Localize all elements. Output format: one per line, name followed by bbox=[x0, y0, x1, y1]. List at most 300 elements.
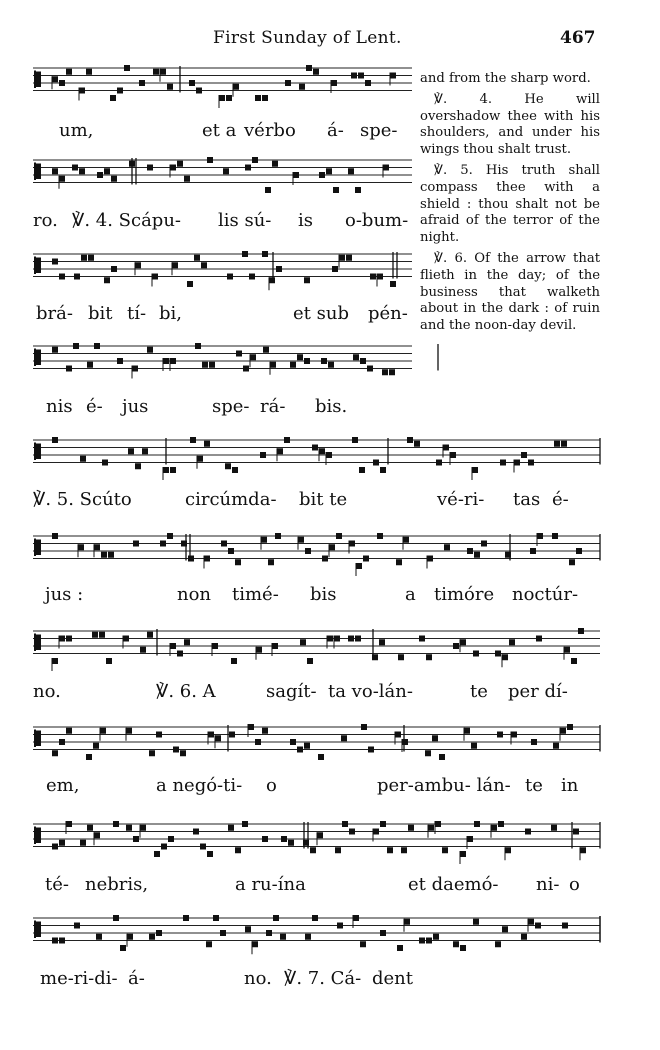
neume-note bbox=[326, 452, 332, 458]
neume-note bbox=[94, 343, 100, 349]
neume-note bbox=[79, 88, 85, 94]
neume-note bbox=[79, 168, 85, 174]
clef-stem bbox=[34, 634, 36, 652]
chant-syllable: bis bbox=[310, 584, 337, 605]
neume-note bbox=[419, 636, 425, 642]
neume-note bbox=[571, 658, 577, 664]
neume-note bbox=[332, 266, 338, 272]
neume-note bbox=[335, 847, 341, 853]
neume-note bbox=[273, 915, 279, 921]
neume-note bbox=[334, 636, 340, 642]
clef-stem bbox=[34, 921, 36, 939]
neume-note bbox=[142, 448, 148, 454]
neume-note bbox=[117, 358, 123, 364]
chant-syllable: rá- bbox=[260, 396, 286, 417]
neume-note bbox=[66, 821, 72, 827]
neume-note bbox=[93, 743, 99, 749]
neume-note bbox=[433, 934, 439, 940]
neume-note bbox=[96, 934, 102, 940]
clef-stem bbox=[34, 827, 36, 845]
neume-note bbox=[223, 168, 229, 174]
neume-note bbox=[94, 832, 100, 838]
neume-note bbox=[313, 69, 319, 75]
neume-note bbox=[372, 654, 378, 660]
chant-syllable: spe- bbox=[360, 120, 398, 141]
chant-syllable: is bbox=[298, 210, 313, 231]
neume-note bbox=[578, 628, 584, 634]
neume-note bbox=[569, 559, 575, 565]
neume-note bbox=[387, 847, 393, 853]
neume-note bbox=[321, 358, 327, 364]
neume-note bbox=[284, 437, 290, 443]
neume-note bbox=[200, 844, 206, 850]
neume-note bbox=[355, 187, 361, 193]
chant-syllable: per-ambu- lán- bbox=[377, 775, 511, 796]
running-header: First Sunday of Lent. bbox=[213, 28, 402, 48]
chant-syllable: bit te bbox=[299, 489, 348, 510]
neume-note bbox=[81, 255, 87, 261]
neume-note bbox=[170, 467, 176, 473]
neume-note bbox=[213, 915, 219, 921]
neume-note bbox=[140, 647, 146, 653]
chant-syllable: jus : bbox=[45, 584, 84, 605]
neume-note bbox=[535, 923, 541, 929]
neume-note bbox=[177, 161, 183, 167]
neume-note bbox=[567, 724, 573, 730]
neume-note bbox=[473, 919, 479, 925]
chant-syllable: bit bbox=[88, 303, 113, 324]
neume-note bbox=[194, 255, 200, 261]
neume-note bbox=[460, 945, 466, 951]
chant-syllable: a negó-ti- bbox=[156, 775, 243, 796]
neume-note bbox=[59, 274, 65, 280]
neume-note bbox=[432, 735, 438, 741]
neume-note bbox=[312, 445, 318, 451]
neume-note bbox=[52, 938, 58, 944]
neume-note bbox=[450, 452, 456, 458]
neume-note bbox=[576, 548, 582, 554]
neume-note bbox=[133, 541, 139, 547]
neume-note bbox=[147, 165, 153, 171]
neume-note bbox=[201, 262, 207, 268]
neume-note bbox=[380, 821, 386, 827]
neume-note bbox=[149, 934, 155, 940]
neume-note bbox=[106, 658, 112, 664]
neume-note bbox=[288, 840, 294, 846]
neume-note bbox=[276, 266, 282, 272]
neume-note bbox=[261, 537, 267, 543]
neume-note bbox=[377, 274, 383, 280]
neume-note bbox=[297, 747, 303, 753]
neume-note bbox=[298, 537, 304, 543]
neume-note bbox=[312, 915, 318, 921]
neume-note bbox=[204, 556, 210, 562]
chant-syllable: te bbox=[470, 681, 488, 702]
neume-note bbox=[139, 80, 145, 86]
neume-note bbox=[117, 88, 123, 94]
neume-note bbox=[299, 84, 305, 90]
neume-note bbox=[220, 930, 226, 936]
neume-note bbox=[228, 825, 234, 831]
neume-note bbox=[368, 747, 374, 753]
neume-note bbox=[226, 95, 232, 101]
chant-syllable: ro. bbox=[33, 210, 58, 231]
neume-note bbox=[52, 533, 58, 539]
neume-note bbox=[495, 651, 501, 657]
neume-note bbox=[221, 541, 227, 547]
neume-note bbox=[464, 728, 470, 734]
neume-note bbox=[123, 636, 129, 642]
neume-note bbox=[225, 463, 231, 469]
neume-note bbox=[398, 654, 404, 660]
neume-note bbox=[228, 548, 234, 554]
neume-note bbox=[100, 728, 106, 734]
chant-syllable: á- bbox=[327, 120, 344, 141]
neume-note bbox=[72, 165, 78, 171]
clef-stem bbox=[34, 349, 36, 367]
neume-note bbox=[444, 544, 450, 550]
chant-syllable: vé-ri- bbox=[437, 489, 485, 510]
neume-note bbox=[262, 728, 268, 734]
neume-note bbox=[397, 945, 403, 951]
neume-note bbox=[52, 76, 58, 82]
neume-note bbox=[161, 844, 167, 850]
neume-note bbox=[170, 643, 176, 649]
neume-note bbox=[352, 437, 358, 443]
neume-note bbox=[193, 829, 199, 835]
neume-note bbox=[188, 556, 194, 562]
neume-note bbox=[580, 847, 586, 853]
neume-note bbox=[326, 168, 332, 174]
neume-note bbox=[363, 556, 369, 562]
neume-note bbox=[154, 851, 160, 857]
neume-note bbox=[207, 157, 213, 163]
neume-note bbox=[333, 187, 339, 193]
neume-note bbox=[249, 274, 255, 280]
clef-stem bbox=[34, 539, 36, 557]
neume-note bbox=[342, 821, 348, 827]
neume-note bbox=[428, 825, 434, 831]
neume-note bbox=[402, 739, 408, 745]
neume-note bbox=[269, 277, 275, 283]
neume-note bbox=[536, 636, 542, 642]
neume-note bbox=[290, 362, 296, 368]
neume-note bbox=[509, 639, 515, 645]
neume-note bbox=[233, 84, 239, 90]
neume-note bbox=[206, 941, 212, 947]
chant-syllable: in bbox=[561, 775, 579, 796]
neume-note bbox=[187, 281, 193, 287]
neume-note bbox=[329, 544, 335, 550]
chant-syllable: per dí- bbox=[508, 681, 568, 702]
neume-note bbox=[401, 847, 407, 853]
chant-syllable: o bbox=[569, 874, 580, 895]
neume-note bbox=[505, 552, 511, 558]
neume-note bbox=[102, 460, 108, 466]
neume-note bbox=[52, 168, 58, 174]
neume-note bbox=[497, 732, 503, 738]
neume-note bbox=[172, 262, 178, 268]
neume-note bbox=[170, 165, 176, 171]
neume-note bbox=[272, 643, 278, 649]
clef-stem bbox=[34, 257, 36, 275]
neume-note bbox=[97, 172, 103, 178]
chant-syllable: ℣. 6. A bbox=[156, 681, 216, 702]
neume-note bbox=[59, 636, 65, 642]
neume-note bbox=[552, 533, 558, 539]
neume-note bbox=[104, 168, 110, 174]
neume-note bbox=[140, 825, 146, 831]
clef-stem bbox=[34, 730, 36, 748]
neume-note bbox=[322, 556, 328, 562]
neume-note bbox=[126, 825, 132, 831]
neume-note bbox=[327, 636, 333, 642]
neume-note bbox=[407, 437, 413, 443]
neume-note bbox=[252, 157, 258, 163]
neume-note bbox=[66, 636, 72, 642]
neume-note bbox=[183, 915, 189, 921]
neume-note bbox=[528, 919, 534, 925]
clef-stem bbox=[34, 71, 36, 89]
neume-note bbox=[382, 369, 388, 375]
neume-note bbox=[245, 926, 251, 932]
neume-note bbox=[435, 821, 441, 827]
neume-note bbox=[135, 262, 141, 268]
neume-note bbox=[202, 362, 208, 368]
neume-note bbox=[212, 643, 218, 649]
neume-note bbox=[530, 548, 536, 554]
neume-note bbox=[52, 347, 58, 353]
neume-note bbox=[204, 441, 210, 447]
neume-note bbox=[209, 362, 215, 368]
neume-note bbox=[346, 255, 352, 261]
translation-paragraph: and from the sharp word. bbox=[420, 71, 591, 86]
neume-note bbox=[293, 172, 299, 178]
neume-note bbox=[511, 732, 517, 738]
neume-note bbox=[359, 467, 365, 473]
neume-note bbox=[395, 732, 401, 738]
neume-note bbox=[208, 732, 214, 738]
neume-note bbox=[94, 544, 100, 550]
translation-paragraph: ℣. 6. Of the arrow that flieth in the day; of the business that walketh about in the dark : of ruin and the noon-day devil. bbox=[420, 250, 600, 334]
chant-syllable: o-bum- bbox=[345, 210, 409, 231]
neume-note bbox=[318, 754, 324, 760]
neume-note bbox=[356, 563, 362, 569]
chant-syllable: vérbo bbox=[244, 120, 296, 141]
neume-note bbox=[133, 836, 139, 842]
neume-note bbox=[147, 347, 153, 353]
neume-note bbox=[160, 69, 166, 75]
neume-note bbox=[373, 460, 379, 466]
chant-syllable: ℣. 4. Scápu- bbox=[72, 210, 181, 231]
neume-note bbox=[396, 559, 402, 565]
neume-note bbox=[229, 732, 235, 738]
neume-note bbox=[87, 825, 93, 831]
neume-note bbox=[319, 448, 325, 454]
neume-note bbox=[348, 168, 354, 174]
neume-note bbox=[389, 369, 395, 375]
neume-note bbox=[442, 847, 448, 853]
neume-note bbox=[460, 851, 466, 857]
neume-note bbox=[101, 552, 107, 558]
neume-note bbox=[184, 176, 190, 182]
neume-note bbox=[297, 354, 303, 360]
neume-note bbox=[252, 941, 258, 947]
neume-note bbox=[245, 165, 251, 171]
neume-note bbox=[337, 923, 343, 929]
neume-note bbox=[262, 95, 268, 101]
neume-note bbox=[215, 735, 221, 741]
chant-syllable: non bbox=[177, 584, 212, 605]
neume-note bbox=[305, 548, 311, 554]
clef-stem bbox=[34, 443, 36, 461]
neume-note bbox=[380, 930, 386, 936]
chant-syllable: brá- bbox=[36, 303, 73, 324]
chant-syllable: et daemó- bbox=[408, 874, 499, 895]
neume-note bbox=[521, 452, 527, 458]
chant-syllable: dent bbox=[372, 968, 414, 989]
neume-note bbox=[262, 836, 268, 842]
neume-note bbox=[248, 724, 254, 730]
neume-note bbox=[170, 358, 176, 364]
neume-note bbox=[270, 362, 276, 368]
neume-note bbox=[355, 636, 361, 642]
neume-note bbox=[168, 836, 174, 842]
chant-syllable: te bbox=[525, 775, 543, 796]
neume-note bbox=[66, 69, 72, 75]
neume-note bbox=[231, 658, 237, 664]
chant-syllable: bis. bbox=[315, 396, 348, 417]
neume-note bbox=[498, 821, 504, 827]
neume-note bbox=[290, 739, 296, 745]
neume-note bbox=[110, 95, 116, 101]
neume-note bbox=[180, 750, 186, 756]
chant-syllable: pén- bbox=[368, 303, 408, 324]
translation-column bbox=[420, 71, 600, 339]
neume-note bbox=[111, 266, 117, 272]
neume-note bbox=[554, 441, 560, 447]
chant-syllable: spe- bbox=[212, 396, 250, 417]
chant-syllable: ℣. 5. Scúto bbox=[33, 489, 132, 510]
neume-note bbox=[268, 559, 274, 565]
neume-note bbox=[59, 938, 65, 944]
neume-note bbox=[160, 541, 166, 547]
neume-note bbox=[262, 251, 268, 257]
neume-note bbox=[348, 636, 354, 642]
neume-note bbox=[59, 739, 65, 745]
neume-note bbox=[317, 832, 323, 838]
neume-note bbox=[370, 274, 376, 280]
chant-syllable: jus bbox=[122, 396, 149, 417]
neume-note bbox=[243, 366, 249, 372]
neume-note bbox=[163, 358, 169, 364]
neume-note bbox=[78, 544, 84, 550]
neume-note bbox=[426, 938, 432, 944]
chant-syllable: é- bbox=[86, 396, 103, 417]
neume-note bbox=[242, 821, 248, 827]
neume-note bbox=[439, 754, 445, 760]
chant-syllable: á- bbox=[128, 968, 145, 989]
neume-note bbox=[379, 639, 385, 645]
neume-note bbox=[339, 255, 345, 261]
neume-note bbox=[135, 463, 141, 469]
chant-syllable: timóre bbox=[434, 584, 495, 605]
neume-note bbox=[414, 441, 420, 447]
neume-note bbox=[124, 65, 130, 71]
neume-note bbox=[551, 825, 557, 831]
neume-note bbox=[99, 632, 105, 638]
neume-note bbox=[260, 452, 266, 458]
neume-note bbox=[403, 537, 409, 543]
neume-note bbox=[560, 728, 566, 734]
neume-note bbox=[300, 639, 306, 645]
neume-note bbox=[87, 362, 93, 368]
neume-note bbox=[132, 366, 138, 372]
neume-note bbox=[156, 732, 162, 738]
neume-note bbox=[349, 829, 355, 835]
neume-note bbox=[303, 840, 309, 846]
neume-note bbox=[328, 362, 334, 368]
neume-note bbox=[349, 541, 355, 547]
neume-note bbox=[167, 84, 173, 90]
neume-note bbox=[126, 728, 132, 734]
chant-syllable: bi, bbox=[159, 303, 183, 324]
chant-syllable: noctúr- bbox=[512, 584, 579, 605]
neume-note bbox=[500, 460, 506, 466]
neume-note bbox=[272, 161, 278, 167]
neume-note bbox=[196, 88, 202, 94]
neume-note bbox=[537, 533, 543, 539]
neume-note bbox=[189, 80, 195, 86]
neume-note bbox=[443, 445, 449, 451]
neume-note bbox=[242, 251, 248, 257]
neume-note bbox=[255, 95, 261, 101]
chant-syllable: ni- bbox=[536, 874, 560, 895]
neume-note bbox=[304, 277, 310, 283]
neume-note bbox=[341, 735, 347, 741]
chant-syllable: tí- bbox=[127, 303, 147, 324]
neume-note bbox=[167, 533, 173, 539]
chant-syllable: lis sú- bbox=[218, 210, 272, 231]
neume-note bbox=[390, 281, 396, 287]
neume-note bbox=[128, 448, 134, 454]
neume-note bbox=[390, 73, 396, 79]
neume-note bbox=[307, 658, 313, 664]
neume-note bbox=[152, 274, 158, 280]
neume-note bbox=[408, 825, 414, 831]
neume-note bbox=[358, 73, 364, 79]
neume-note bbox=[59, 840, 65, 846]
neume-note bbox=[351, 73, 357, 79]
neume-note bbox=[481, 541, 487, 547]
neume-note bbox=[306, 65, 312, 71]
neume-note bbox=[266, 930, 272, 936]
neume-note bbox=[561, 441, 567, 447]
neume-note bbox=[235, 847, 241, 853]
neume-note bbox=[474, 552, 480, 558]
neume-note bbox=[304, 358, 310, 364]
neume-note bbox=[149, 750, 155, 756]
neume-note bbox=[52, 259, 58, 265]
chant-syllable: et sub bbox=[293, 303, 349, 324]
neume-note bbox=[427, 556, 433, 562]
neume-note bbox=[190, 437, 196, 443]
neume-note bbox=[383, 165, 389, 171]
neume-note bbox=[426, 654, 432, 660]
neume-note bbox=[564, 647, 570, 653]
neume-note bbox=[197, 456, 203, 462]
translation-paragraph: ℣. 5. His truth shall compass thee with a shield : thou shalt not be afraid of the terror of the night. bbox=[420, 162, 600, 246]
